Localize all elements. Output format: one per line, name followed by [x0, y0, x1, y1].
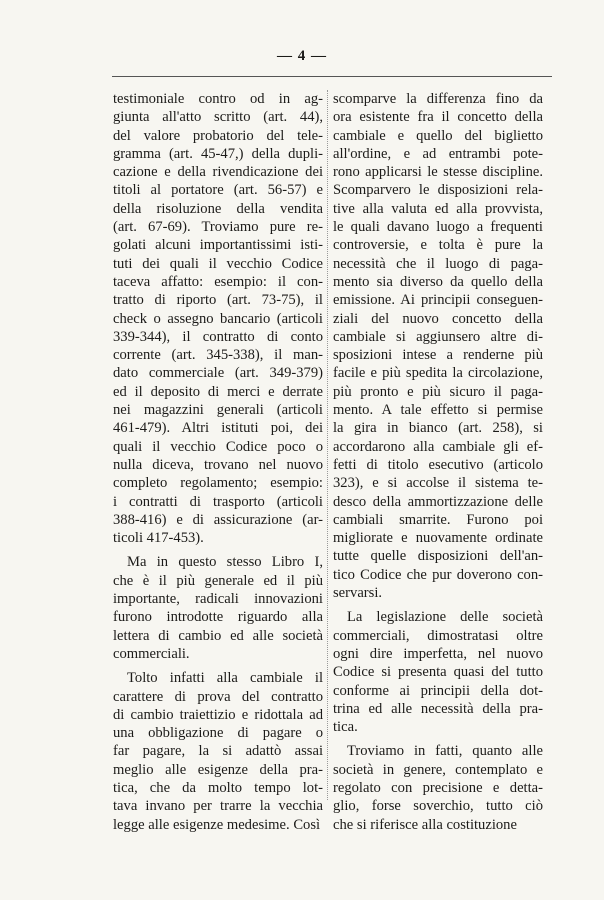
text-line: tico Codice che pur doverono con-	[333, 566, 543, 583]
text-line: 461-479). Altri istituti poi, dei	[113, 420, 323, 437]
text-line: tica, che da molto tempo lot-	[113, 779, 323, 796]
text-line: completo regolamento; esempio:	[113, 475, 323, 492]
text-line: all'ordine, e ad entrambi pote-	[333, 145, 543, 162]
text-line: migliorate e nuovamente ordinate	[333, 530, 543, 547]
column-divider	[327, 90, 328, 800]
text-line: tratto di riporto (art. 73-75), il	[113, 292, 323, 309]
text-line: corrente (art. 345-338), il man-	[113, 347, 323, 364]
left-column	[113, 90, 323, 834]
text-line: necessità che il luogo di paga-	[333, 255, 543, 272]
text-line: (art. 67-69). Troviamo pure re-	[113, 219, 323, 236]
text-line: carattere di prova del contratto	[113, 688, 323, 705]
text-line: sposizioni intese a renderne più	[333, 347, 543, 364]
text-line: accordarono alla cambiale gli ef-	[333, 438, 543, 455]
text-line: regolato con precisione e detta-	[333, 779, 543, 796]
text-line: nei magazzini generali (articoli	[113, 402, 323, 419]
text-line: 323), e si accolse il sistema te-	[333, 475, 543, 492]
text-line: furono introdotte riguardo alla	[113, 609, 323, 626]
paragraph	[113, 90, 323, 547]
text-line: una obbligazione di pagare o	[113, 725, 323, 742]
text-line: 339-344), il contratto di conto	[113, 328, 323, 345]
text-line: trina ed alle necessità della pra-	[333, 700, 543, 717]
header-rule	[112, 76, 552, 77]
text-line: ogni dire imperfetta, nel nuovo	[333, 645, 543, 662]
text-line: lettera di cambio ed alle società	[113, 627, 323, 644]
paragraph	[113, 553, 323, 663]
text-line: testimoniale contro od in ag-	[113, 91, 323, 107]
text-line: ed il deposito di merci e derrate	[113, 383, 323, 400]
text-line: di cambio traiettizio e ridottala ad	[113, 706, 323, 723]
text-line: la gira in bianco (art. 258), si	[333, 420, 543, 437]
text-line: cambiale e quello del biglietto	[333, 127, 543, 144]
text-line: tutte quelle disposizioni dell'an-	[333, 548, 543, 565]
text-line: dato commerciale (art. 349-379)	[113, 365, 323, 382]
text-line: tava invano per trarre la vecchia	[113, 798, 323, 815]
text-line: nulla diceva, trovano nel nuovo	[113, 456, 323, 473]
text-line: che si riferisce alla costituzione	[333, 816, 517, 833]
paragraph	[113, 669, 323, 834]
text-line: commerciali, dimostratasi oltre	[333, 627, 543, 644]
text-line: titoli al portatore (art. 56-57) e	[113, 182, 323, 199]
text-line: gramma (art. 45-47,) della dupli-	[113, 145, 323, 162]
text-line: cambiale si aggiunsero altre di-	[333, 328, 543, 345]
paragraph	[333, 608, 543, 736]
text-line: tica.	[333, 719, 358, 736]
text-line: Scomparvero le disposizioni rela-	[333, 182, 543, 199]
text-line: glio, forse soverchio, tutto ciò	[333, 798, 543, 815]
text-line: Tolto infatti alla cambiale il	[127, 670, 323, 687]
text-line: taceva affatto: esempio: il con-	[113, 273, 323, 290]
text-line: controversie, e tolta è pure la	[333, 237, 543, 254]
text-line: meglio alle esigenze della pra-	[113, 761, 323, 778]
text-line: ziali del nuovo concetto della	[333, 310, 543, 327]
text-line: Ma in questo stesso Libro I,	[127, 554, 323, 571]
text-line: ora esistente fra il concetto della	[333, 109, 543, 126]
text-line: far pagare, la si adattò assai	[113, 743, 323, 760]
text-line: desco della ammortizzazione delle	[333, 493, 543, 510]
text-line: emissione. Ai principii conseguen-	[333, 292, 543, 309]
text-line: servarsi.	[333, 585, 383, 602]
text-line: check o assegno bancario (articoli	[113, 310, 323, 327]
text-line: della risoluzione della vendita	[113, 200, 323, 217]
text-line: mento. A tale effetto si permise	[333, 402, 543, 419]
text-line: le quali davano luogo a frequenti	[333, 219, 543, 236]
paragraph	[333, 742, 543, 833]
text-line: tuti dei quali il vecchio Codice	[113, 255, 323, 272]
text-line: facile e più spedita la circolazione,	[333, 365, 543, 382]
text-line: giunta all'atto scritto (art. 44),	[113, 109, 323, 126]
text-line: società in genere, contemplato e	[333, 761, 543, 778]
page-number: — 4 —	[277, 48, 327, 64]
text-line: fetti di titolo esecutivo (articolo	[333, 456, 543, 473]
paragraph	[333, 90, 543, 602]
text-line: ticoli 417-453).	[113, 530, 204, 547]
text-line: i contratti di trasporto (articoli	[113, 493, 323, 510]
text-line: importante, radicali innovazioni	[113, 591, 323, 608]
text-line: Codice si presenta quasi del tutto	[333, 664, 543, 681]
text-line: mento sia diverso da quello della	[333, 273, 543, 290]
text-line: tive alla valuta ed alla provvista,	[333, 200, 543, 217]
text-line: golati alcuni importantissimi isti-	[113, 237, 323, 254]
text-line: scomparve la differenza fino da	[333, 91, 543, 107]
text-line: commerciali.	[113, 645, 190, 662]
right-column	[333, 90, 543, 834]
text-line: che è il più generale ed il più	[113, 572, 323, 589]
text-line: più pronto e più sicuro il paga-	[333, 383, 543, 400]
text-line: rono applicarsi le stesse discipline.	[333, 164, 543, 181]
text-line: cazione e della rivendicazione dei	[113, 164, 323, 181]
text-line: quali il vecchio Codice poco o	[113, 438, 323, 455]
text-line: del valore probatorio del tele-	[113, 127, 323, 144]
text-line: conforme ai principii della dot-	[333, 682, 543, 699]
text-line: Troviamo in fatti, quanto alle	[347, 743, 543, 760]
text-line: 388-416) e di assicurazione (ar-	[113, 511, 323, 528]
text-line: legge alle esigenze medesime. Così	[113, 816, 321, 833]
text-line: cambiali smarrite. Furono poi	[333, 511, 543, 528]
text-line: La legislazione delle società	[347, 609, 543, 626]
